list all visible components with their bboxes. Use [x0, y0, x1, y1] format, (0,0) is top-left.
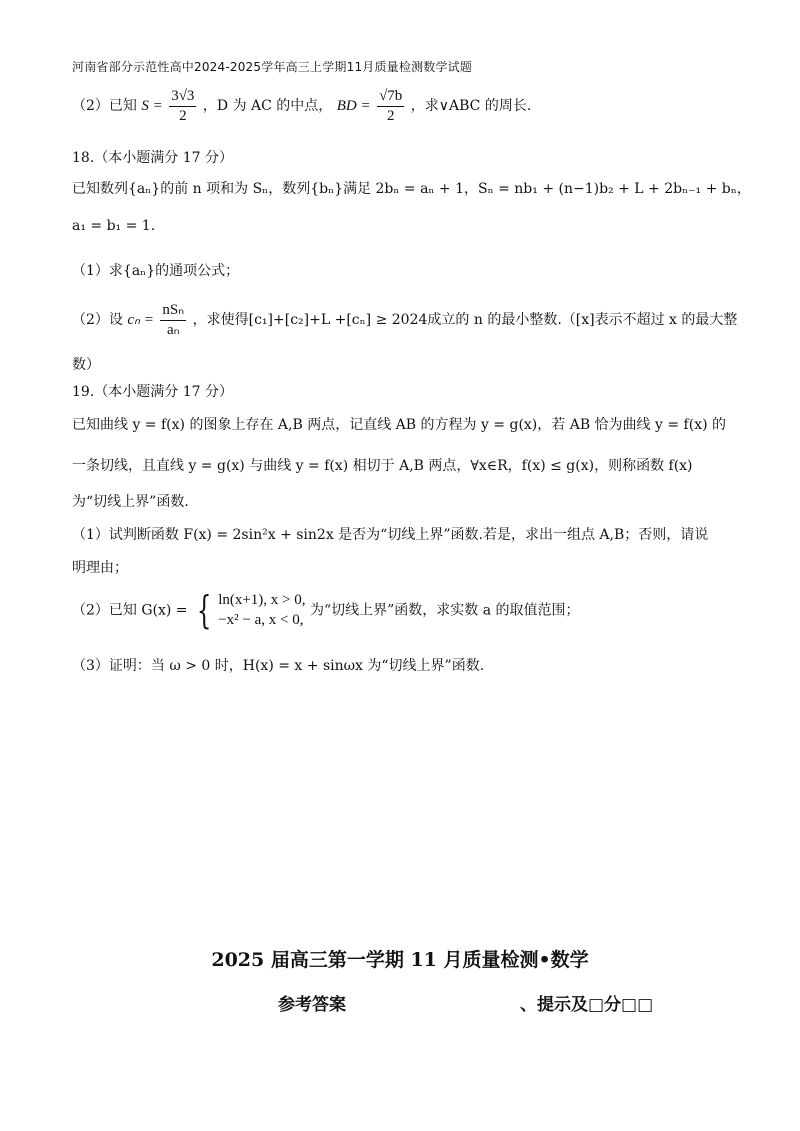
- q17-s-eq: S =: [141, 98, 163, 114]
- q18-part2-cont: 数）: [72, 357, 100, 373]
- q19-piecewise: [192, 590, 306, 631]
- q18-cn-eq: cₙ =: [127, 312, 154, 328]
- q19-part3: （3）证明：当 ω > 0 时，H(x) = x + sinωx 为“切线上界”函数.: [72, 658, 485, 674]
- document-header: 河南省部分示范性高中2024-2025学年高三上学期11月质量检测数学试题: [72, 60, 473, 74]
- q17-s-fraction: [169, 88, 196, 124]
- q19-case1: ln(x+1), x > 0,: [218, 592, 306, 608]
- q19-part2-rest: 为“切线上界”函数，求实数 a 的取值范围；: [309, 602, 580, 619]
- q17-part2-label: （2）已知: [72, 98, 137, 114]
- piecewise-brace-icon: {: [196, 588, 212, 633]
- q19-part1-line1: （1）试判断函数 F(x) = 2sin²x + sin2x 是否为“切线上界”函数.若是，求出一组点 A,B；否则，请说: [72, 527, 709, 543]
- q18-part2-rest: ，求使得[c₁]+[c₂]+L +[cₙ] ≥ 2024成立的 n 的最小整数.（[x]表示不超过 x 的最大整: [192, 312, 738, 328]
- q17-bd-fraction: [377, 88, 404, 124]
- q19-part1-line2: 明理由；: [72, 560, 128, 576]
- q18-cn-den: aₙ: [166, 321, 180, 338]
- q17-mid: ，D 为 AC 的中点，: [202, 98, 333, 114]
- q17-bd-den: 2: [386, 107, 395, 124]
- q18-part1: （1）求{aₙ}的通项公式；: [72, 263, 240, 279]
- q19-cases: [218, 590, 305, 631]
- q19-stem-line3: 为“切线上界”函数.: [72, 494, 189, 510]
- q19-case2: −x² − a, x < 0,: [218, 612, 304, 629]
- q19-part2: [72, 590, 580, 631]
- q18-stem-line1: 已知数列{aₙ}的前 n 项和为 Sₙ，数列{bₙ}满足 2bₙ = aₙ + 1，Sₙ = nb₁ + (n−1)b₂ + L + 2bₙ₋₁ + bₙ，: [72, 181, 751, 197]
- q17-part2: [72, 88, 531, 124]
- q19-stem-line1: 已知曲线 y = f(x) 的图象上存在 A,B 两点，记直线 AB 的方程为 y = g(x)，若 AB 恰为曲线 y = f(x) 的: [72, 417, 726, 433]
- answer-subtitle-right: 、提示及□分□□: [520, 995, 654, 1015]
- q18-heading: 18.（本小题满分 17 分）: [72, 150, 233, 166]
- q17-tail: ，求∨ABC 的周长.: [410, 98, 532, 114]
- q19-stem-line2: 一条切线，且直线 y = g(x) 与曲线 y = f(x) 相切于 A,B 两点，∀x∈R，f(x) ≤ g(x)，则称函数 f(x): [72, 458, 693, 474]
- q17-s-den: 2: [179, 107, 187, 124]
- q18-cn-fraction: [160, 302, 186, 338]
- q17-bd-eq: BD =: [336, 98, 371, 114]
- q19-part2-label: （2）已知 G(x) =: [72, 602, 188, 619]
- q19-heading: 19.（本小题满分 17 分）: [72, 384, 233, 400]
- q17-bd-num: √7b: [377, 88, 404, 107]
- answer-title: 2025 届高三第一学期 11 月质量检测•数学: [211, 949, 589, 971]
- q17-s-num: 3√3: [169, 88, 196, 107]
- q18-cn-num: nSₙ: [160, 302, 186, 321]
- q18-part2-label: （2）设: [72, 312, 123, 328]
- q18-part2: [72, 302, 737, 338]
- q18-stem-line2: a₁ = b₁ = 1.: [72, 218, 156, 234]
- answer-subtitle-left: 参考答案: [278, 995, 346, 1015]
